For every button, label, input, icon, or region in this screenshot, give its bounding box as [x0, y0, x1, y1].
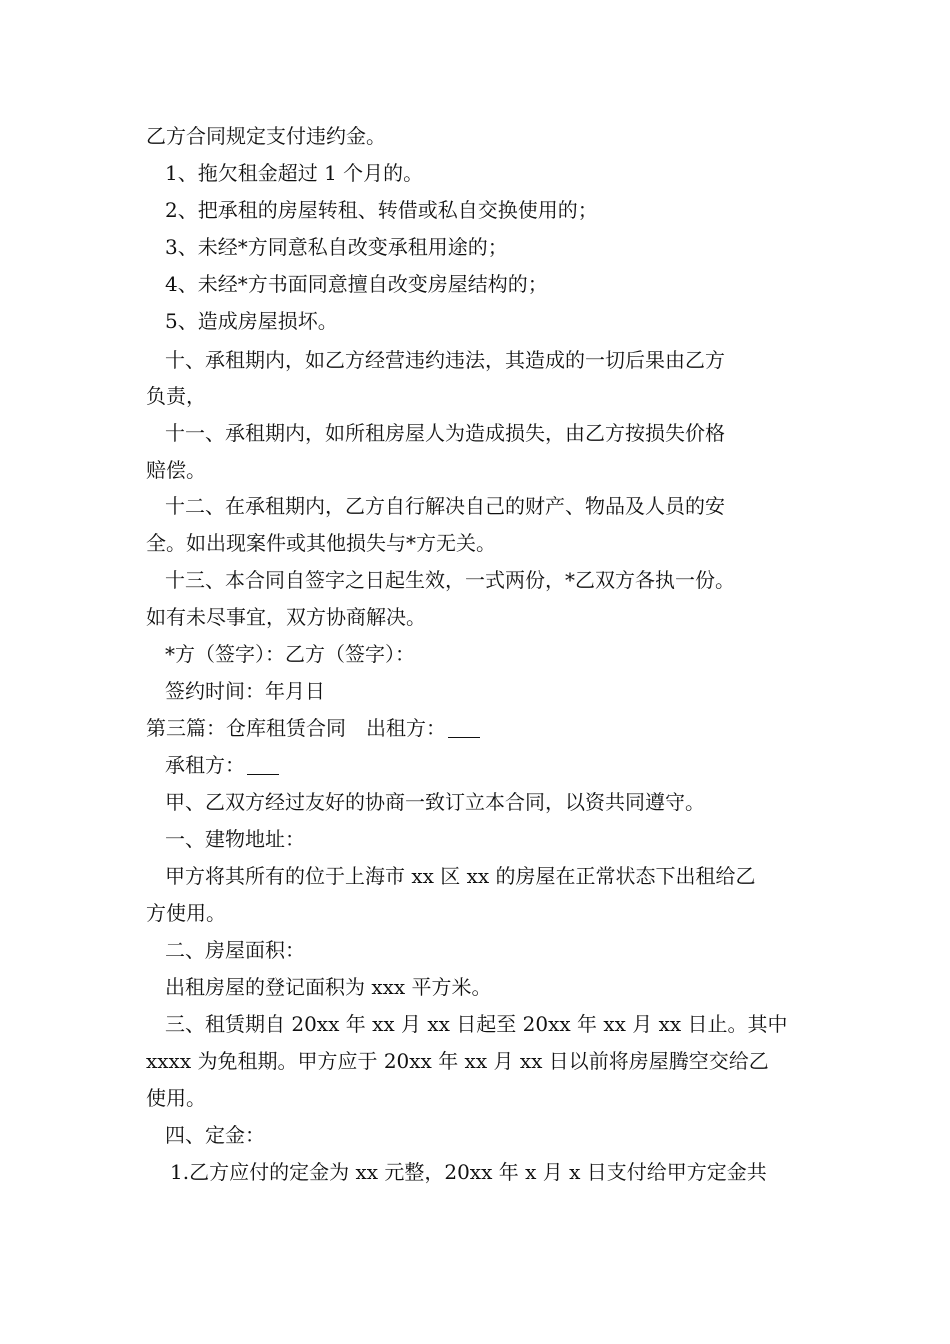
sign-date-line: 签约时间：年月日	[165, 679, 325, 703]
text-line: 1、拖欠租金超过 1 个月的。	[165, 161, 424, 185]
blank-underline	[247, 754, 279, 775]
text-line: 如有未尽事宜，双方协商解决。	[146, 605, 426, 629]
section-title: 第三篇：仓库租赁合同 出租方：	[146, 716, 446, 740]
text-line: 1.乙方应付的定金为 xx 元整，20xx 年 x 月 x 日支付给甲方定金共	[170, 1160, 767, 1184]
text-line: 赔偿。	[146, 458, 206, 482]
text-line: 全。如出现案件或其他损失与*方无关。	[146, 531, 496, 555]
text-line: 3、未经*方同意私自改变承租用途的；	[165, 235, 508, 259]
text-line: 4、未经*方书面同意擅自改变房屋结构的；	[165, 272, 548, 296]
text-line: 方使用。	[146, 901, 226, 925]
text-line: 十二、在承租期内，乙方自行解决自己的财产、物品及人员的安	[165, 494, 725, 518]
text-line: 三、租赁期自 20xx 年 xx 月 xx 日起至 20xx 年 xx 月 xx 日止。其中	[165, 1012, 788, 1036]
text-line: 乙方合同规定支付违约金。	[146, 124, 386, 148]
text-line: 二、房屋面积：	[165, 938, 305, 962]
text-line: 使用。	[146, 1086, 206, 1110]
signature-line: *方（签字）：乙方（签字）：	[165, 642, 415, 666]
text-line: 一、建物地址：	[165, 827, 305, 851]
text-line: 十、承租期内，如乙方经营违约违法，其造成的一切后果由乙方	[165, 348, 725, 372]
text-line: 甲方将其所有的位于上海市 xx 区 xx 的房屋在正常状态下出租给乙	[165, 864, 756, 888]
text-line: 2、把承租的房屋转租、转借或私自交换使用的；	[165, 198, 598, 222]
text-line: 十一、承租期内，如所租房屋人为造成损失，由乙方按损失价格	[165, 421, 725, 445]
section-title-line	[146, 715, 810, 741]
blank-underline	[448, 717, 480, 738]
lessee-label: 承租方：	[165, 753, 245, 777]
text-line: 负责，	[146, 384, 206, 408]
text-line: 四、定金：	[165, 1123, 265, 1147]
text-line: 出租房屋的登记面积为 xxx 平方米。	[165, 975, 492, 999]
text-line: xxxx 为免租期。甲方应于 20xx 年 xx 月 xx 日以前将房屋腾空交给乙	[146, 1049, 769, 1073]
lessee-line	[165, 752, 829, 778]
text-line: 十三、本合同自签字之日起生效，一式两份，*乙双方各执一份。	[165, 568, 735, 592]
text-line: 甲、乙双方经过友好的协商一致订立本合同，以资共同遵守。	[165, 790, 705, 814]
text-line: 5、造成房屋损坏。	[165, 309, 338, 333]
